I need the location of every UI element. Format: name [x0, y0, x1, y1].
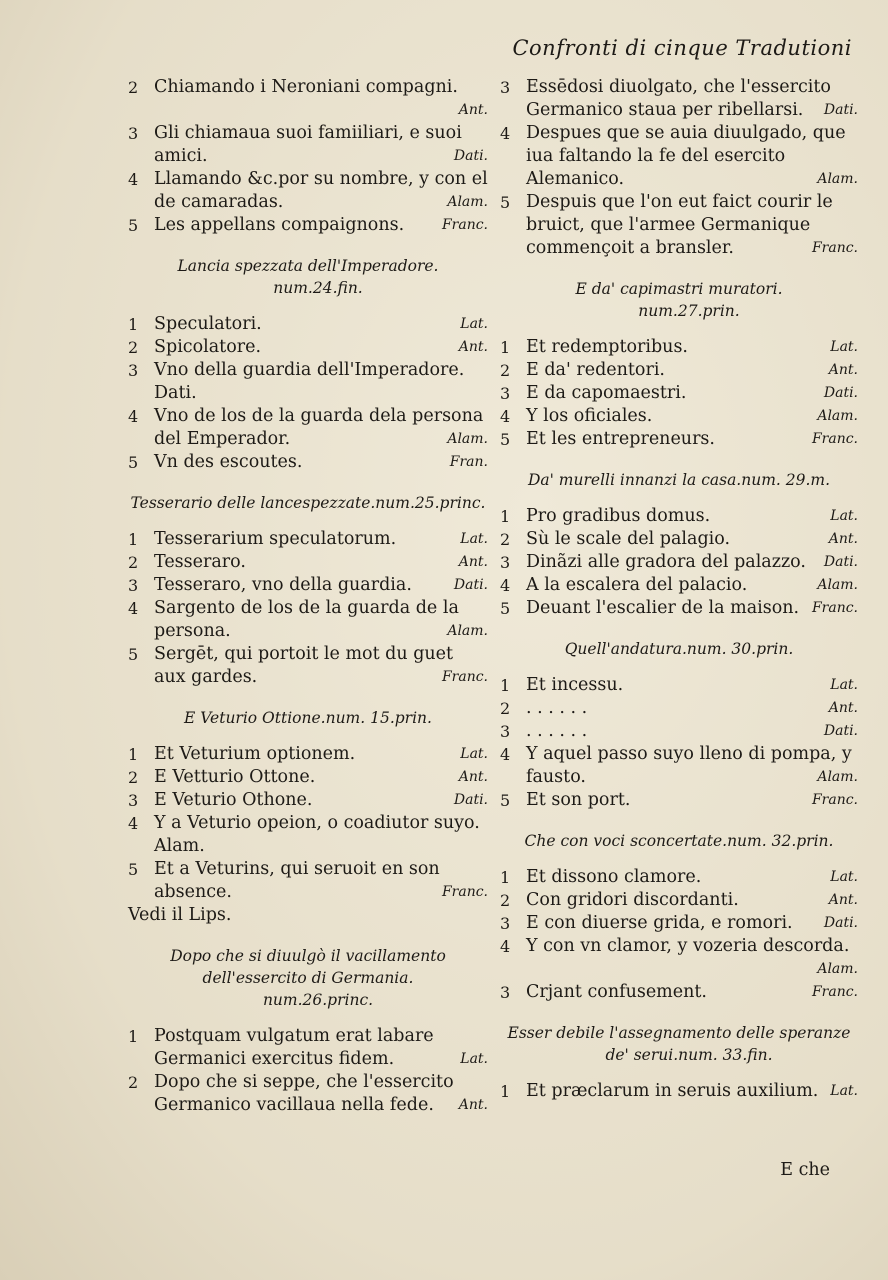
- entry-phrase: Les appellans compaignons.: [154, 215, 405, 235]
- section-heading: [500, 278, 858, 322]
- entry-phrase: Tesseraro.: [154, 552, 246, 572]
- translation-entry: [128, 76, 488, 122]
- source-abbrev: Ant.: [828, 362, 858, 378]
- section-heading: [128, 255, 488, 299]
- heading-line: Lancia spezzata dell'Imperadore.: [177, 257, 439, 275]
- translation-entry: [500, 574, 858, 597]
- left-column: [128, 76, 488, 1117]
- source-abbrev: Dati.: [823, 915, 858, 931]
- entry-phrase: Et son port.: [526, 790, 631, 810]
- translation-entry: [500, 528, 858, 551]
- source-abbrev: Franc.: [441, 669, 488, 685]
- entry-number: 1: [500, 338, 511, 357]
- entry-phrase: Y los oficiales.: [526, 406, 653, 426]
- entry-text: [154, 1071, 488, 1117]
- entry-number: 2: [500, 699, 511, 718]
- section-heading: [500, 469, 858, 491]
- entry-phrase: Sargento de los de la guarda de la persona.: [154, 598, 459, 641]
- entry-phrase: Tesseraro, vno della guardia.: [154, 575, 412, 595]
- entry-phrase: Crjant confusement.: [526, 982, 707, 1002]
- translation-entry: [128, 405, 488, 451]
- entry-number: 3: [500, 384, 511, 403]
- entry-number: 5: [128, 860, 139, 879]
- entry-number: 2: [128, 553, 139, 572]
- entry-number: 3: [128, 361, 139, 380]
- source-abbrev: Dati.: [823, 723, 858, 739]
- entry-number: 3: [500, 553, 511, 572]
- entry-text: [154, 743, 488, 766]
- entry-phrase: Despuis que l'on eut faict courir le bruict, que l'armee Germanique commençoit a bransler.: [526, 192, 833, 258]
- translation-entry: [500, 789, 858, 812]
- source-abbrev: Ant.: [828, 700, 858, 716]
- translation-entry: [500, 697, 858, 720]
- entry-number: 4: [500, 745, 511, 764]
- entry-text: [526, 336, 858, 359]
- heading-line: E da' capimastri muratori.: [575, 280, 783, 298]
- entry-phrase: E da' redentori.: [526, 360, 665, 380]
- entry-text: [154, 574, 488, 597]
- entry-number: 4: [500, 576, 511, 595]
- entry-number: 5: [128, 216, 139, 235]
- entry-number: 1: [500, 676, 511, 695]
- entry-phrase: Llamando &c.por su nombre, y con el de camaradas.: [154, 169, 488, 212]
- source-abbrev: Lat.: [460, 531, 488, 547]
- source-abbrev: Franc.: [811, 240, 858, 256]
- entry-phrase: Spicolatore.: [154, 337, 262, 357]
- entry-phrase: E Veturio Othone.: [154, 790, 313, 810]
- heading-reference: num.26.princ.: [262, 991, 374, 1009]
- source-abbrev: Franc.: [441, 884, 488, 900]
- translation-entry: [128, 858, 488, 904]
- entry-phrase: E Vetturio Ottone.: [154, 767, 316, 787]
- entry-text: [154, 789, 488, 812]
- translation-entry: [500, 122, 858, 191]
- translation-entry: [500, 743, 858, 789]
- source-abbrev: Franc.: [811, 431, 858, 447]
- translation-entry: [500, 505, 858, 528]
- entry-number: 5: [128, 645, 139, 664]
- entry-phrase: Y con vn clamor, y vozeria descorda.: [526, 936, 850, 956]
- entry-phrase: . . . . . .: [526, 698, 588, 718]
- entry-text: [526, 1080, 858, 1103]
- entry-phrase: Vno della guardia dell'Imperadore. Dati.: [154, 360, 465, 403]
- source-abbrev: Ant.: [458, 102, 488, 118]
- entry-number: 2: [128, 78, 139, 97]
- translation-entry: [500, 359, 858, 382]
- source-abbrev: Alam.: [817, 961, 858, 977]
- translation-entry: [500, 382, 858, 405]
- section-heading: [500, 1022, 858, 1066]
- section-heading: [500, 830, 858, 852]
- entry-text: [154, 858, 488, 904]
- source-abbrev: Fran.: [449, 454, 488, 470]
- source-abbrev: Dati.: [453, 792, 488, 808]
- source-abbrev: Dati.: [823, 554, 858, 570]
- source-abbrev: Ant.: [458, 1097, 488, 1113]
- entry-number: 5: [500, 430, 511, 449]
- translation-entry: [128, 766, 488, 789]
- entry-phrase: Deuant l'escalier de la maison.: [526, 598, 800, 618]
- entry-text: [526, 889, 858, 912]
- entry-phrase: Y a Veturio opeion, o coadiutor suyo. Alam.: [154, 813, 480, 856]
- heading-line: Da' murelli innanzi la casa.num. 29.m.: [527, 471, 831, 489]
- translation-entry: [500, 981, 858, 1004]
- entry-phrase: Et dissono clamore.: [526, 867, 702, 887]
- entry-text: [526, 981, 858, 1004]
- translation-entry: [500, 191, 858, 260]
- entry-number: 4: [500, 937, 511, 956]
- entry-number: 3: [500, 983, 511, 1002]
- source-abbrev: Lat.: [460, 746, 488, 762]
- source-abbrev: Lat.: [830, 677, 858, 693]
- translation-entry: [500, 597, 858, 620]
- entry-number: 2: [128, 1073, 139, 1092]
- entry-phrase: Pro gradibus domus.: [526, 506, 711, 526]
- section-heading: [128, 492, 488, 514]
- translation-entry: [500, 405, 858, 428]
- entry-text: [154, 1025, 488, 1071]
- section-heading: [128, 707, 488, 729]
- heading-line: Quell'andatura.num. 30.prin.: [564, 640, 794, 658]
- entry-phrase: Gli chiamaua suoi famiiliari, e suoi amici.: [154, 123, 462, 166]
- translation-entry: [500, 551, 858, 574]
- entry-phrase: Et incessu.: [526, 675, 624, 695]
- entry-number: 3: [128, 576, 139, 595]
- entry-number: 2: [500, 530, 511, 549]
- translation-entry: [128, 313, 488, 336]
- entry-number: 3: [500, 78, 511, 97]
- translation-entry: [128, 528, 488, 551]
- entry-phrase: Et redemptoribus.: [526, 337, 688, 357]
- entry-text: [154, 766, 488, 789]
- entry-number: 5: [128, 453, 139, 472]
- source-abbrev: Lat.: [460, 316, 488, 332]
- translation-entry: [500, 76, 858, 122]
- entry-text: [154, 528, 488, 551]
- entry-text: [526, 528, 858, 551]
- entry-text: [526, 382, 858, 405]
- entry-text: [154, 122, 488, 168]
- entry-number: 3: [500, 914, 511, 933]
- entry-phrase: Dopo che si seppe, che l'essercito Germanico vacillaua nella fede.: [154, 1072, 454, 1115]
- cross-reference: Vedi il Lips.: [128, 905, 232, 925]
- heading-line: Dopo che si diuulgò il vacillamento dell'essercito di Germania.: [170, 947, 446, 987]
- source-abbrev: Dati.: [823, 385, 858, 401]
- heading-line: E Veturio Ottione.num. 15.prin.: [184, 709, 432, 727]
- translation-entry: [500, 1080, 858, 1103]
- entry-number: 5: [500, 791, 511, 810]
- entry-text: [154, 597, 488, 643]
- entry-text: [526, 789, 858, 812]
- entry-text: [526, 674, 858, 697]
- translation-entry: [128, 1025, 488, 1071]
- running-head: Confronti di cinque Tradutioni: [512, 36, 852, 60]
- entry-text: [154, 643, 488, 689]
- translation-entry: [128, 574, 488, 597]
- translation-entry: [500, 866, 858, 889]
- entry-number: 4: [128, 407, 139, 426]
- entry-number: 1: [128, 745, 139, 764]
- source-abbrev: Franc.: [811, 600, 858, 616]
- source-abbrev: Alam.: [447, 623, 488, 639]
- heading-line: Esser debile l'assegnamento delle speranze: [507, 1024, 851, 1042]
- entry-number: 2: [128, 338, 139, 357]
- entry-phrase: Et Veturium optionem.: [154, 744, 356, 764]
- entry-text: [526, 720, 858, 743]
- entry-phrase: Chiamando i Neroniani compagni.: [154, 77, 458, 97]
- translation-entry: [128, 214, 488, 237]
- entry-text: [526, 574, 858, 597]
- heading-reference: num.24.fin.: [273, 279, 363, 297]
- source-abbrev: Dati.: [453, 148, 488, 164]
- entry-phrase: . . . . . .: [526, 721, 588, 741]
- source-abbrev: Dati.: [453, 577, 488, 593]
- entry-text: [526, 866, 858, 889]
- entry-phrase: Speculatori.: [154, 314, 262, 334]
- source-abbrev: Lat.: [830, 508, 858, 524]
- entry-number: 2: [500, 891, 511, 910]
- translation-entry: [128, 451, 488, 474]
- entry-number: 1: [128, 315, 139, 334]
- entry-text: [154, 812, 488, 858]
- translation-entry: [128, 359, 488, 405]
- translation-entry: [128, 122, 488, 168]
- entry-number: 4: [128, 170, 139, 189]
- entry-text: [526, 505, 858, 528]
- entry-text: [154, 405, 488, 451]
- entry-number: 4: [500, 407, 511, 426]
- heading-line: Tesserario delle lancespezzate.num.25.princ.: [130, 494, 486, 512]
- entry-number: 3: [128, 124, 139, 143]
- entry-phrase: Despues que se auia diuulgado, que iua faltando la fe del esercito Alemanico.: [526, 123, 846, 189]
- entry-text: [526, 551, 858, 574]
- translation-entry: [128, 168, 488, 214]
- entry-phrase: Con gridori discordanti.: [526, 890, 739, 910]
- entry-number: 1: [500, 868, 511, 887]
- entry-number: 1: [128, 530, 139, 549]
- section-heading: [500, 638, 858, 660]
- entry-number: 1: [500, 1082, 511, 1101]
- entry-phrase: Essēdosi diuolgato, che l'essercito Germanico staua per ribellarsi.: [526, 77, 831, 120]
- entry-number: 5: [500, 599, 511, 618]
- entry-text: [526, 191, 858, 260]
- entry-text: [526, 428, 858, 451]
- entry-text: [154, 336, 488, 359]
- translation-entry: [500, 720, 858, 743]
- catchword: E che: [780, 1160, 830, 1180]
- heading-reference: de' serui.num. 33.fin.: [605, 1046, 773, 1064]
- entry-text: [526, 597, 858, 620]
- translation-entry: [128, 336, 488, 359]
- heading-reference: num.27.prin.: [638, 302, 740, 320]
- entry-number: 2: [500, 361, 511, 380]
- entry-phrase: Sergēt, qui portoit le mot du guet aux gardes.: [154, 644, 454, 687]
- entry-text: [526, 697, 858, 720]
- translation-entry: [500, 912, 858, 935]
- entry-text: [526, 359, 858, 382]
- entry-text: [154, 313, 488, 336]
- entry-text: [526, 405, 858, 428]
- source-abbrev: Franc.: [811, 984, 858, 1000]
- source-abbrev: Alam.: [817, 577, 858, 593]
- translation-entry: [128, 812, 488, 858]
- source-abbrev: Lat.: [830, 1083, 858, 1099]
- entry-text: [154, 214, 488, 237]
- source-abbrev: Ant.: [458, 339, 488, 355]
- translation-entry: [500, 428, 858, 451]
- source-abbrev: Alam.: [817, 769, 858, 785]
- source-abbrev: Ant.: [458, 554, 488, 570]
- entry-phrase: Et a Veturins, qui seruoit en son absence.: [154, 859, 440, 902]
- entry-phrase: A la escalera del palacio.: [526, 575, 748, 595]
- source-abbrev: Ant.: [828, 892, 858, 908]
- source-abbrev: Franc.: [811, 792, 858, 808]
- translation-entry: [128, 551, 488, 574]
- translation-entry: [500, 889, 858, 912]
- entry-number: 2: [128, 768, 139, 787]
- source-abbrev: Ant.: [828, 531, 858, 547]
- entry-text: [154, 168, 488, 214]
- heading-line: Che con voci sconcertate.num. 32.prin.: [524, 832, 834, 850]
- section-heading: [128, 945, 488, 1011]
- entry-phrase: Y aquel passo suyo lleno di pompa, y fausto.: [526, 744, 852, 787]
- entry-phrase: Vno de los de la guarda dela persona del Emperador.: [154, 406, 484, 449]
- entry-text: [154, 551, 488, 574]
- translation-entry: [500, 336, 858, 359]
- entry-phrase: Et præclarum in seruis auxilium.: [526, 1081, 819, 1101]
- source-abbrev: Dati.: [823, 102, 858, 118]
- source-abbrev: Lat.: [830, 869, 858, 885]
- translation-entry: [128, 643, 488, 689]
- entry-number: 5: [500, 193, 511, 212]
- entry-number: 4: [128, 814, 139, 833]
- entry-phrase: Dinãzi alle gradora del palazzo.: [526, 552, 806, 572]
- entry-text: [154, 76, 488, 118]
- entry-text: [526, 912, 858, 935]
- entry-phrase: Postquam vulgatum erat labare Germanici exercitus fidem.: [154, 1026, 434, 1069]
- source-abbrev: Alam.: [447, 194, 488, 210]
- entry-text: [526, 122, 858, 191]
- translation-entry: [128, 1071, 488, 1117]
- entry-phrase: Vn des escoutes.: [154, 452, 303, 472]
- source-abbrev: Alam.: [817, 171, 858, 187]
- entry-phrase: Tesserarium speculatorum.: [154, 529, 397, 549]
- translation-entry: [128, 789, 488, 812]
- source-abbrev: Lat.: [460, 1051, 488, 1067]
- source-abbrev: Lat.: [830, 339, 858, 355]
- entry-text: [526, 935, 858, 977]
- source-abbrev: Ant.: [458, 769, 488, 785]
- entry-text: [526, 743, 858, 789]
- translation-entry: [500, 674, 858, 697]
- entry-number: 1: [128, 1027, 139, 1046]
- entry-phrase: E da capomaestri.: [526, 383, 687, 403]
- source-abbrev: Franc.: [441, 217, 488, 233]
- translation-entry: [128, 597, 488, 643]
- entry-text: [154, 359, 488, 405]
- entry-number: 3: [128, 791, 139, 810]
- entry-number: 4: [128, 599, 139, 618]
- entry-number: 4: [500, 124, 511, 143]
- translation-entry: [500, 935, 858, 981]
- translation-entry: [128, 743, 488, 766]
- source-abbrev: Alam.: [447, 431, 488, 447]
- entry-number: 3: [500, 722, 511, 741]
- entry-text: [154, 451, 488, 474]
- source-abbrev: Alam.: [817, 408, 858, 424]
- entry-number: 1: [500, 507, 511, 526]
- entry-phrase: Et les entrepreneurs.: [526, 429, 715, 449]
- right-column: [500, 76, 858, 1103]
- entry-text: [526, 76, 858, 122]
- entry-phrase: Sù le scale del palagio.: [526, 529, 731, 549]
- entry-phrase: E con diuerse grida, e romori.: [526, 913, 793, 933]
